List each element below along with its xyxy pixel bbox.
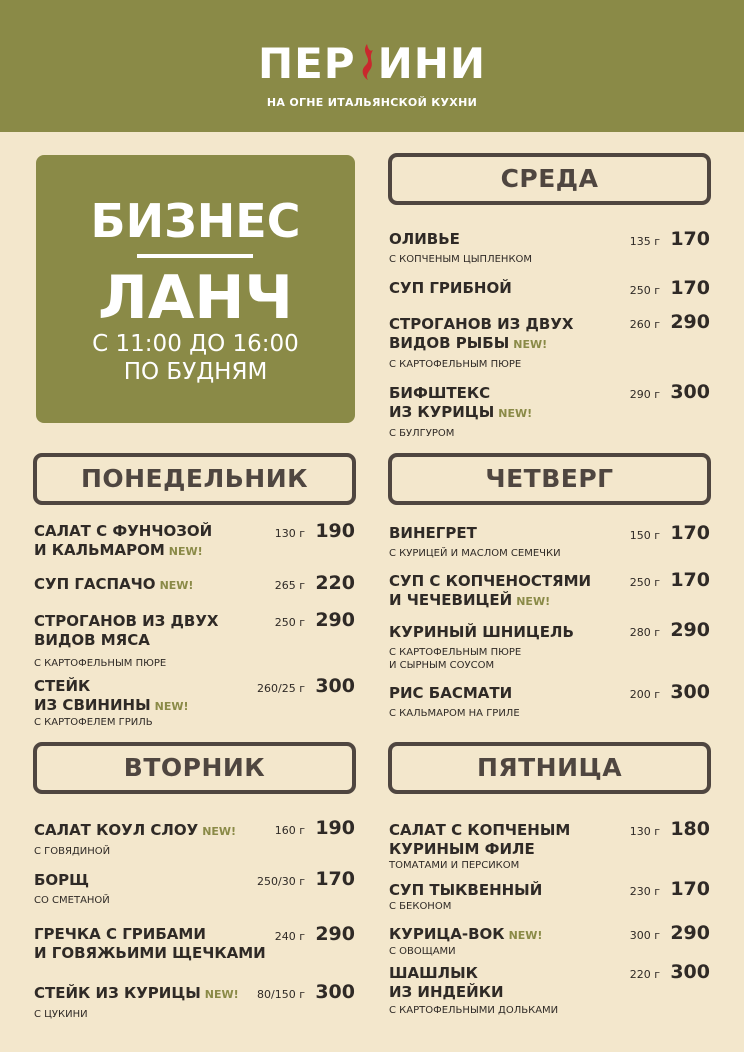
item-desc: С КАРТОФЕЛЬНЫМИ ДОЛЬКАМИ — [389, 1005, 559, 1016]
item-desc: С КАРТОФЕЛЬНЫМ ПЮРЕ — [389, 359, 522, 370]
new-badge: NEW! — [516, 595, 551, 608]
item-name: СТЕЙК ИЗ КУРИЦЫ NEW! — [34, 984, 239, 1002]
item-weight: 80/150 г — [257, 988, 305, 1001]
item-weight: 260/25 г — [257, 682, 305, 695]
item-name: СТРОГАНОВ ИЗ ДВУХ — [389, 315, 574, 333]
item-weight: 220 г — [629, 968, 660, 981]
item-desc: С ОВОЩАМИ — [389, 946, 456, 957]
menu-item-salad-smoked-chicken — [389, 821, 570, 872]
menu-item-shashlik-turkey — [389, 964, 558, 1017]
item-name: СТЕЙК — [34, 677, 91, 695]
promo-divider — [137, 254, 253, 258]
item-name: БИФШТЕКС — [389, 384, 491, 402]
brand-tagline: НА ОГНЕ ИТАЛЬЯНСКОЙ КУХНИ — [266, 96, 478, 109]
menu-item-pumpkin-soup — [389, 881, 542, 913]
item-name: САЛАТ КОУЛ СЛОУ NEW! — [34, 821, 237, 839]
item-desc: С КАРТОФЕЛЕМ ГРИЛЬ — [34, 717, 153, 728]
item-desc-line2: И СЫРНЫМ СОУСОМ — [389, 660, 495, 671]
item-name: ШАШЛЫК — [389, 964, 478, 982]
day-header-friday: ПЯТНИЦА — [388, 742, 711, 794]
item-name-line2: КУРИНЫМ ФИЛЕ — [389, 840, 535, 858]
item-name: КУРИНЫЙ ШНИЦЕЛЬ — [389, 623, 574, 641]
new-badge: NEW! — [154, 700, 189, 713]
menu-item-sup-gribnoy — [389, 279, 512, 298]
item-desc: С ЦУКИНИ — [34, 1009, 88, 1020]
promo-title-line2: ЛАНЧ — [98, 263, 293, 333]
item-weight: 250 г — [629, 576, 660, 589]
menu-item-borsch — [34, 871, 110, 907]
day-header-thursday: ЧЕТВЕРГ — [388, 453, 711, 505]
item-price: 180 — [670, 818, 710, 840]
item-name: СУП ГРИБНОЙ — [389, 279, 512, 297]
menu-item-coleslaw — [34, 821, 236, 858]
promo-hours: С 11:00 ДО 16:00 — [92, 331, 299, 357]
item-price: 300 — [670, 681, 710, 703]
item-name: БОРЩ — [34, 871, 90, 889]
menu-item-steak-pork — [34, 677, 189, 729]
item-weight: 130 г — [274, 527, 305, 540]
item-name-line2: ИЗ КУРИЦЫ NEW! — [389, 403, 533, 421]
item-name: САЛАТ С КОПЧЕНЫМ — [389, 821, 571, 839]
item-weight: 150 г — [629, 529, 660, 542]
item-name-line2: ВИДОВ РЫБЫ NEW! — [389, 334, 548, 352]
logo-text-right: ИНИ — [377, 39, 487, 88]
brand-logo — [0, 40, 744, 88]
item-price: 190 — [315, 817, 355, 839]
item-desc: ТОМАТАМИ И ПЕРСИКОМ — [389, 860, 520, 871]
new-badge: NEW! — [513, 338, 548, 351]
item-desc: С КУРИЦЕЙ И МАСЛОМ СЕМЕЧКИ — [389, 548, 561, 559]
item-weight: 250/30 г — [257, 875, 305, 888]
item-price: 170 — [670, 228, 710, 250]
menu-item-stroganov-fish — [389, 315, 573, 371]
item-price: 220 — [315, 572, 355, 594]
new-badge: NEW! — [168, 545, 203, 558]
item-name-line2: И КАЛЬМАРОМ NEW! — [34, 541, 203, 559]
day-header-monday: ПОНЕДЕЛЬНИК — [33, 453, 356, 505]
menu-item-olivie — [389, 230, 532, 266]
item-name: СУП ГАСПАЧО NEW! — [34, 575, 194, 593]
item-name: РИС БАСМАТИ — [389, 684, 513, 702]
menu-item-grechka — [34, 925, 266, 963]
menu-item-stroganov-meat — [34, 612, 218, 670]
item-weight: 250 г — [629, 284, 660, 297]
item-desc: С БУЛГУРОМ — [389, 428, 455, 439]
menu-item-chicken-wok — [389, 925, 542, 958]
menu-item-vinegret — [389, 524, 561, 560]
menu-item-basmati — [389, 684, 520, 720]
promo-days: ПО БУДНЯМ — [123, 359, 268, 385]
item-price: 170 — [670, 569, 710, 591]
item-price: 190 — [315, 520, 355, 542]
item-desc: С КАЛЬМАРОМ НА ГРИЛЕ — [389, 708, 520, 719]
item-price: 300 — [315, 675, 355, 697]
item-weight: 230 г — [629, 885, 660, 898]
item-price: 290 — [670, 311, 710, 333]
item-name: СТРОГАНОВ ИЗ ДВУХ — [34, 612, 219, 630]
menu-item-schnitzel — [389, 623, 574, 672]
item-name-line2: И ЧЕЧЕВИЦЕЙ NEW! — [389, 591, 551, 609]
item-name: КУРИЦА-ВОК NEW! — [389, 925, 543, 943]
new-badge: NEW! — [202, 825, 237, 838]
item-name: ГРЕЧКА С ГРИБАМИ — [34, 925, 206, 943]
item-price: 170 — [670, 878, 710, 900]
item-desc: С КАРТОФЕЛЬНЫМ ПЮРЕ — [389, 647, 522, 658]
day-header-wednesday: СРЕДА — [388, 153, 711, 205]
item-weight: 250 г — [274, 616, 305, 629]
item-weight: 160 г — [274, 824, 305, 837]
item-name-line2: ИЗ СВИНИНЫ NEW! — [34, 696, 189, 714]
flame-icon — [356, 42, 378, 82]
item-weight: 280 г — [629, 626, 660, 639]
item-name: ВИНЕГРЕТ — [389, 524, 477, 542]
item-name-line2: ИЗ ИНДЕЙКИ — [389, 983, 504, 1001]
item-price: 290 — [670, 922, 710, 944]
item-name: САЛАТ С ФУНЧОЗОЙ — [34, 522, 213, 540]
item-name-line2: И ГОВЯЖЬИМИ ЩЕЧКАМИ — [34, 944, 266, 962]
item-weight: 260 г — [629, 318, 660, 331]
menu-item-salad-funchoza — [34, 522, 212, 561]
item-price: 170 — [670, 522, 710, 544]
item-desc: С ГОВЯДИНОЙ — [34, 846, 111, 857]
item-weight: 130 г — [629, 825, 660, 838]
business-lunch-promo — [36, 155, 355, 423]
item-desc: С БЕКОНОМ — [389, 901, 452, 912]
item-weight: 290 г — [629, 388, 660, 401]
item-price: 170 — [315, 868, 355, 890]
item-weight: 240 г — [274, 930, 305, 943]
menu-item-soup-smoked — [389, 572, 591, 611]
item-price: 290 — [315, 923, 355, 945]
item-desc: СО СМЕТАНОЙ — [34, 895, 110, 906]
item-price: 300 — [670, 961, 710, 983]
new-badge: NEW! — [204, 988, 239, 1001]
day-header-tuesday: ВТОРНИК — [33, 742, 356, 794]
item-price: 290 — [670, 619, 710, 641]
item-weight: 135 г — [629, 235, 660, 248]
item-name: СУП С КОПЧЕНОСТЯМИ — [389, 572, 592, 590]
item-name: СУП ТЫКВЕННЫЙ — [389, 881, 543, 899]
item-weight: 200 г — [629, 688, 660, 701]
promo-schedule — [36, 330, 355, 386]
item-price: 170 — [670, 277, 710, 299]
item-desc: С КАРТОФЕЛЬНЫМ ПЮРЕ — [34, 658, 167, 669]
promo-title-line1: БИЗНЕС — [90, 194, 301, 248]
menu-item-steak-chicken — [34, 984, 239, 1021]
item-weight: 265 г — [274, 579, 305, 592]
item-price: 300 — [670, 381, 710, 403]
logo-text-left: ПЕР — [257, 39, 356, 88]
new-badge: NEW! — [508, 929, 543, 942]
item-price: 300 — [315, 981, 355, 1003]
item-name: ОЛИВЬЕ — [389, 230, 460, 248]
item-weight: 300 г — [629, 929, 660, 942]
item-name-line2: ВИДОВ МЯСА — [34, 631, 150, 649]
new-badge: NEW! — [159, 579, 194, 592]
menu-item-bifshteks — [389, 384, 532, 440]
menu-item-gaspacho — [34, 575, 193, 595]
new-badge: NEW! — [498, 407, 533, 420]
item-desc: С КОПЧЕНЫМ ЦЫПЛЕНКОМ — [389, 254, 533, 265]
header-banner — [0, 0, 744, 132]
item-price: 290 — [315, 609, 355, 631]
